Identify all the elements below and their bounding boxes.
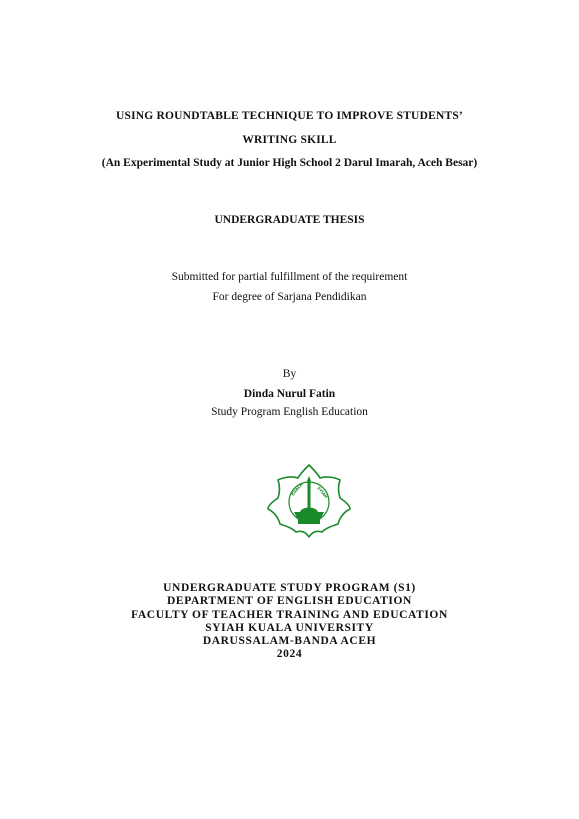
institution-location: DARUSSALAM-BANDA ACEH [202,635,377,648]
by-label: By [282,368,297,380]
title-line-2: WRITING SKILL [242,134,337,146]
institution-department: DEPARTMENT OF ENGLISH EDUCATION [167,595,412,608]
submission-line-2: For degree of Sarjana Pendidikan [212,291,367,303]
author-name: Dinda Nurul Fatin [243,388,336,400]
thesis-type: UNDERGRADUATE THESIS [214,214,365,226]
study-program: Study Program English Education [211,406,368,418]
institution-faculty: FACULTY OF TEACHER TRAINING AND EDUCATION [131,608,448,621]
institution-year: 2024 [276,648,303,661]
svg-text:SYIAH: SYIAH [316,485,329,500]
title-subtitle: (An Experimental Study at Junior High School 2 Darul Imarah, Aceh Besar) [101,157,478,169]
title-line-1: USING ROUNDTABLE TECHNIQUE TO IMPROVE STUDENTS’ [116,110,463,122]
institution-block [0,582,579,662]
submission-line-1: Submitted for partial fulfillment of the requirement [171,271,408,283]
institution-university: SYIAH KUALA UNIVERSITY [205,621,374,634]
university-seal-icon [266,462,352,540]
svg-text:KUALA: KUALA [289,482,304,497]
institution-program: UNDERGRADUATE STUDY PROGRAM (S1) [163,582,416,594]
